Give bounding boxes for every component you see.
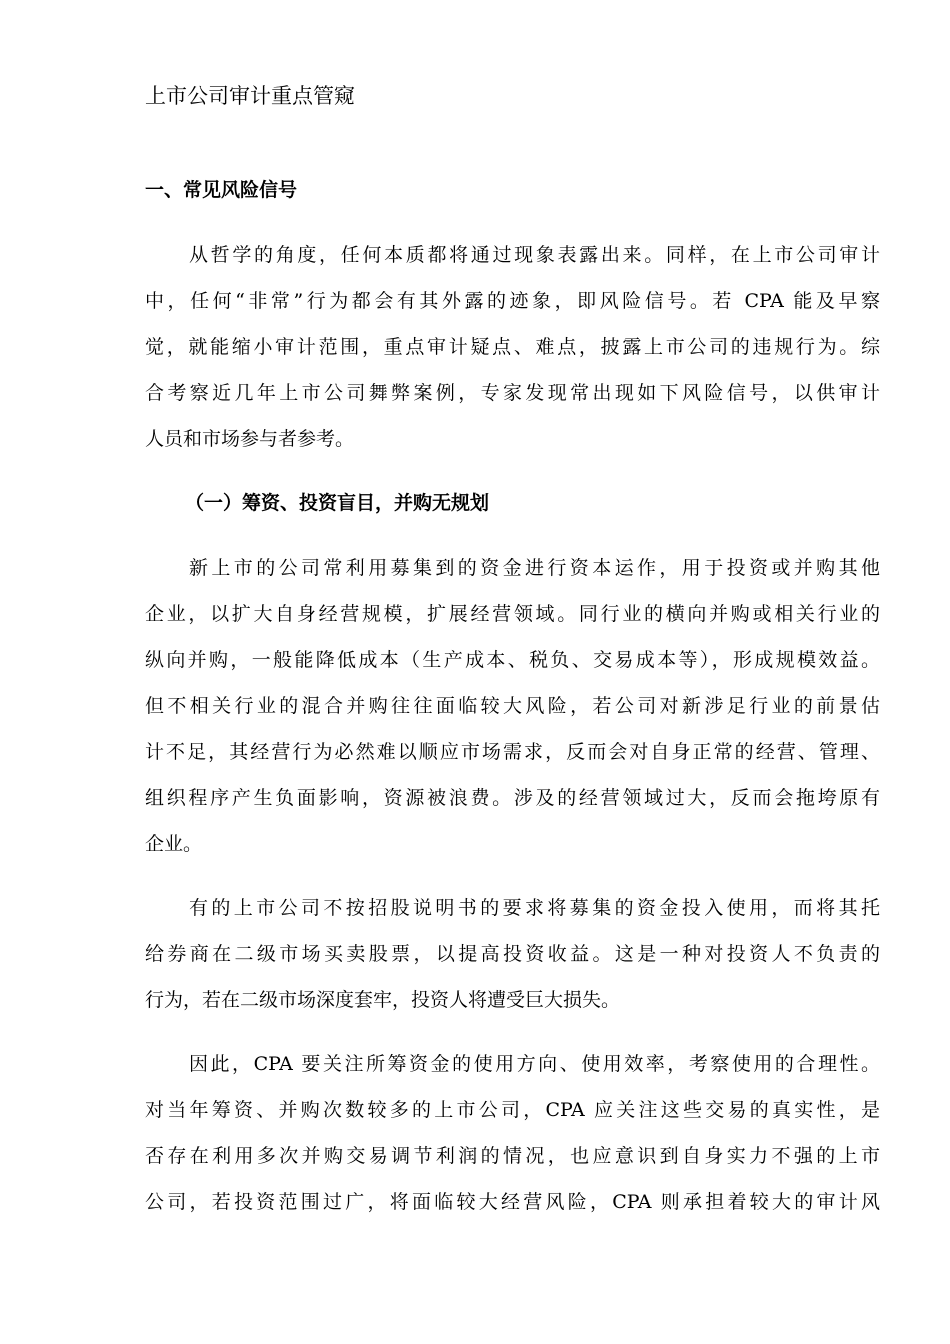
paragraph-line: 人员和市场参与者参考。 xyxy=(145,428,355,450)
paragraph-line: 企业，以扩大自身经营规模，扩展经营领域。同行业的横向并购或相关行业的 xyxy=(145,603,880,625)
paragraph-line: 新上市的公司常利用募集到的资金进行资本运作，用于投资或并购其他 xyxy=(189,557,880,579)
paragraph-line: 有的上市公司不按招股说明书的要求将募集的资金投入使用，而将其托 xyxy=(189,897,880,919)
paragraph-line: 从哲学的角度，任何本质都将通过现象表露出来。同样，在上市公司审计 xyxy=(189,244,880,266)
section-heading: 一、常见风险信号 xyxy=(145,179,298,201)
paragraph-line: 中，任何“非常”行为都会有其外露的迹象，即风险信号。若 CPA 能及早察 xyxy=(145,290,880,312)
paragraph-line: 因此，CPA 要关注所筹资金的使用方向、使用效率，考察使用的合理性。 xyxy=(189,1053,880,1075)
paragraph-line: 觉，就能缩小审计范围，重点审计疑点、难点，披露上市公司的违规行为。综 xyxy=(145,336,880,358)
paragraph-line: 否存在利用多次并购交易调节利润的情况，也应意识到自身实力不强的上市 xyxy=(145,1145,880,1167)
body-paragraph-1 xyxy=(145,545,880,867)
intro-paragraph xyxy=(145,232,880,462)
paragraph-line: 计不足，其经营行为必然难以顺应市场需求，反而会对自身正常的经营、管理、 xyxy=(145,741,880,763)
paragraph-line: 给券商在二级市场买卖股票，以提高投资收益。这是一种对投资人不负责的 xyxy=(145,943,880,965)
paragraph-line: 公司，若投资范围过广，将面临较大经营风险，CPA 则承担着较大的审计风 xyxy=(145,1191,880,1213)
document-title: 上市公司审计重点管窥 xyxy=(145,84,355,108)
subsection-heading: （一）筹资、投资盲目，并购无规划 xyxy=(185,492,490,514)
body-paragraph-3 xyxy=(145,1041,880,1225)
body-paragraph-2 xyxy=(145,885,880,1023)
paragraph-line: 组织程序产生负面影响，资源被浪费。涉及的经营领域过大，反而会拖垮原有 xyxy=(145,787,880,809)
paragraph-line: 合考察近几年上市公司舞弊案例，专家发现常出现如下风险信号，以供审计 xyxy=(145,382,880,404)
paragraph-line: 对当年筹资、并购次数较多的上市公司，CPA 应关注这些交易的真实性，是 xyxy=(145,1099,880,1121)
paragraph-line: 纵向并购，一般能降低成本（生产成本、税负、交易成本等），形成规模效益。 xyxy=(145,649,880,671)
paragraph-line: 但不相关行业的混合并购往往面临较大风险，若公司对新涉足行业的前景估 xyxy=(145,695,880,717)
paragraph-line: 行为，若在二级市场深度套牢，投资人将遭受巨大损失。 xyxy=(145,989,621,1011)
paragraph-line: 企业。 xyxy=(145,833,203,855)
